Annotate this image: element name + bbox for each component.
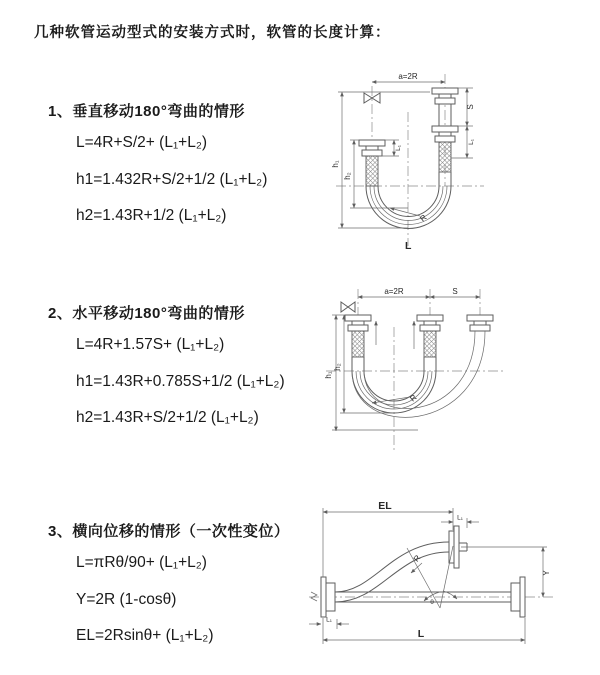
dim-label-l1-left: L₁ xyxy=(326,616,332,624)
dim-label-s: S xyxy=(466,104,475,110)
centerlines xyxy=(326,289,506,451)
dim-label-span: a=2R xyxy=(398,72,418,81)
hose-flanges xyxy=(345,315,493,371)
angle-label: θ xyxy=(430,599,434,606)
braid-section xyxy=(352,331,364,357)
length-label: L xyxy=(405,240,412,252)
dim-label-el: EL xyxy=(378,500,392,512)
formula-line: h1=1.432R+S/2+1/2 (L₁+L₂) xyxy=(76,170,268,188)
hose-bend-position-2 xyxy=(352,331,485,417)
diagram-lateral-displacement xyxy=(303,500,563,652)
dim-label-l1-left: L₁ xyxy=(395,145,402,151)
section-2 xyxy=(48,302,285,437)
section-3-formulas xyxy=(76,545,289,655)
diagram-vertical-bend xyxy=(312,68,542,258)
formula-line: h1=1.43R+0.785S+1/2 (L₁+L₂) xyxy=(76,372,285,390)
braid-section xyxy=(424,331,436,357)
braid-section xyxy=(439,142,451,172)
dim-label-l1-right: L₁ xyxy=(468,139,475,145)
formula-line: h2=1.43R+1/2 (L₁+L₂) xyxy=(76,207,227,224)
section-2-formulas xyxy=(76,327,285,437)
formula-line: L=4R+S/2+ (L₁+L₂) xyxy=(76,134,208,151)
pipe-break-symbol xyxy=(311,592,317,601)
dim-label-span: a=2R xyxy=(384,287,404,296)
hose-flanges xyxy=(321,526,525,617)
dim-label-y: Y xyxy=(542,570,551,576)
formula-line: Y=2R (1-cosθ) xyxy=(76,590,177,608)
dimensions xyxy=(324,287,480,431)
hose-flanges xyxy=(359,88,458,186)
dim-label-h2: h₂ xyxy=(343,172,352,180)
section-1 xyxy=(48,100,267,235)
dim-label-l: L xyxy=(417,628,425,640)
diagram-horizontal-bend xyxy=(310,283,550,458)
hose-bend xyxy=(366,186,451,229)
formula-line: h2=1.43R+S/2+1/2 (L₁+L₂) xyxy=(76,409,259,426)
section-1-formulas xyxy=(76,125,267,235)
valve-icon xyxy=(341,302,355,312)
section-3 xyxy=(48,520,289,655)
formula-line: L=πRθ/90+ (L₁+L₂) xyxy=(76,554,207,571)
dim-label-h2: h₂ xyxy=(333,363,342,371)
formula-line: L=4R+1.57S+ (L₁+L₂) xyxy=(76,336,225,353)
dim-label-s: S xyxy=(452,287,458,296)
dimensions xyxy=(309,500,551,644)
section-1-heading: 1、垂直移动180°弯曲的情形 xyxy=(48,103,245,120)
radius-label: R xyxy=(411,553,423,564)
formula-line: EL=2Rsinθ+ (L₁+L₂) xyxy=(76,627,214,644)
dim-label-h1: h₁ xyxy=(331,160,340,168)
section-3-heading: 3、横向位移的情形（一次性变位） xyxy=(48,523,290,540)
radius-label: R xyxy=(418,212,429,224)
braid-section xyxy=(366,156,378,186)
dim-label-l1-top: L₁ xyxy=(457,514,463,522)
section-2-heading: 2、水平移动180°弯曲的情形 xyxy=(48,305,245,322)
radius-label: R xyxy=(408,392,419,404)
dim-label-h1: h₁ xyxy=(324,371,333,379)
page-title: 几种软管运动型式的安装方式时，软管的长度计算： xyxy=(34,25,391,41)
